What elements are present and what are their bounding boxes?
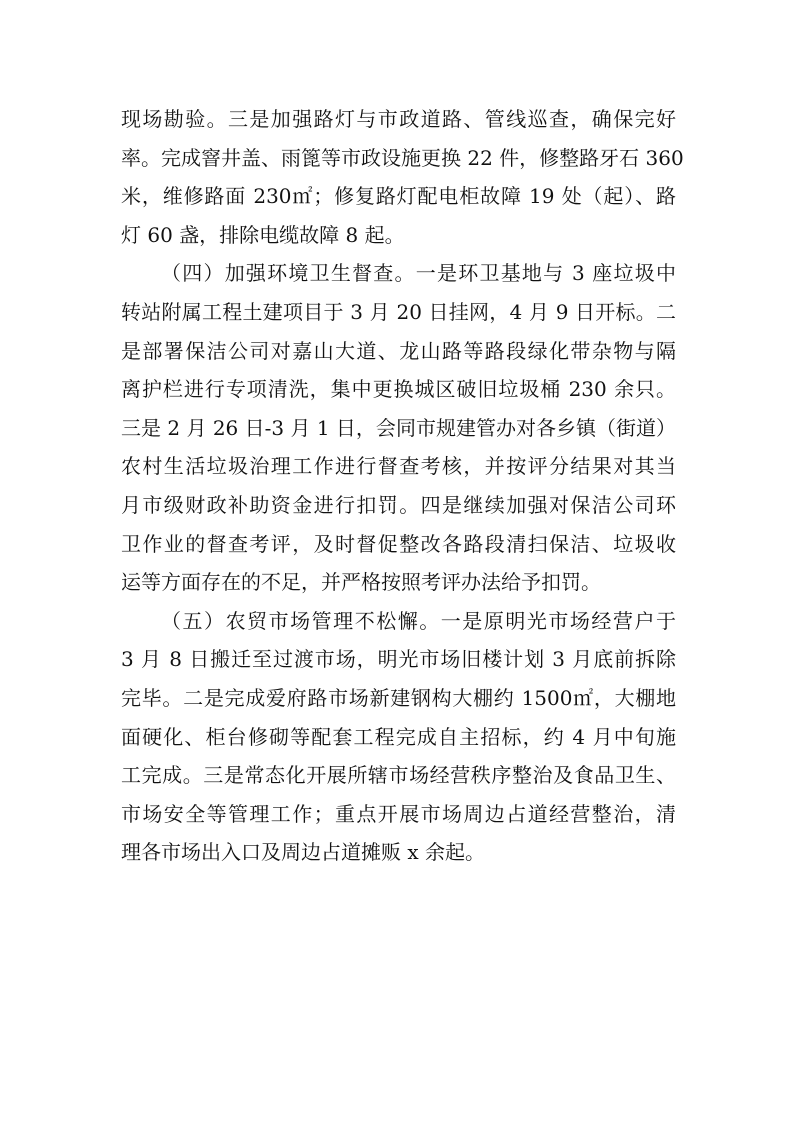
text-line: 现场勘验。三是加强路灯与市政道路、管线巡查，确保完好: [121, 107, 676, 131]
section-four-heading-line: （四）加强环境卫生督查。一是环卫基地与 3 座垃圾中: [161, 261, 676, 286]
text-line: 面硬化、柜台修砌等配套工程完成自主招标，约 4 月中旬施: [121, 724, 676, 749]
text-line: 转站附属工程土建项目于 3 月 20 日挂网，4 月 9 日开标。二: [121, 299, 676, 324]
text-line: 离护栏进行专项清洗，集中更换城区破旧垃圾桶 230 余只。: [121, 377, 676, 402]
text-line: 理各市场出入口及周边占道摊贩 x 余起。: [121, 840, 485, 865]
text-line: 3 月 8 日搬迁至过渡市场，明光市场旧楼计划 3 月底前拆除: [121, 647, 676, 672]
text-line: 市场安全等管理工作；重点开展市场周边占道经营整治，清: [121, 801, 676, 826]
text-line: 农村生活垃圾治理工作进行督查考核，并按评分结果对其当: [121, 454, 676, 479]
section-five-heading-line: （五）农贸市场管理不松懈。一是原明光市场经营户于: [161, 608, 676, 633]
text-line: 率。完成窨井盖、雨篦等市政设施更换 22 件，修整路牙石 360: [121, 145, 684, 170]
text-line: 运等方面存在的不足，并严格按照考评办法给予扣罚。: [121, 570, 601, 595]
text-line: 月市级财政补助资金进行扣罚。四是继续加强对保洁公司环: [121, 492, 676, 517]
text-line: 完毕。二是完成爱府路市场新建钢构大棚约 1500㎡，大棚地: [121, 685, 676, 710]
document-body: [121, 100, 684, 872]
text-line: 工完成。三是常态化开展所辖市场经营秩序整治及食品卫生、: [121, 763, 676, 788]
text-line: 三是 2 月 26 日-3 月 1 日，会同市规建管办对各乡镇（街道）: [121, 415, 676, 440]
text-line: 米，维修路面 230㎡；修复路灯配电柜故障 19 处（起）、路: [121, 184, 676, 209]
text-line: 是部署保洁公司对嘉山大道、龙山路等路段绿化带杂物与隔: [121, 338, 676, 363]
text-line: 卫作业的督查考评，及时督促整改各路段清扫保洁、垃圾收: [121, 531, 676, 556]
text-line: 灯 60 盏，排除电缆故障 8 起。: [121, 222, 405, 247]
